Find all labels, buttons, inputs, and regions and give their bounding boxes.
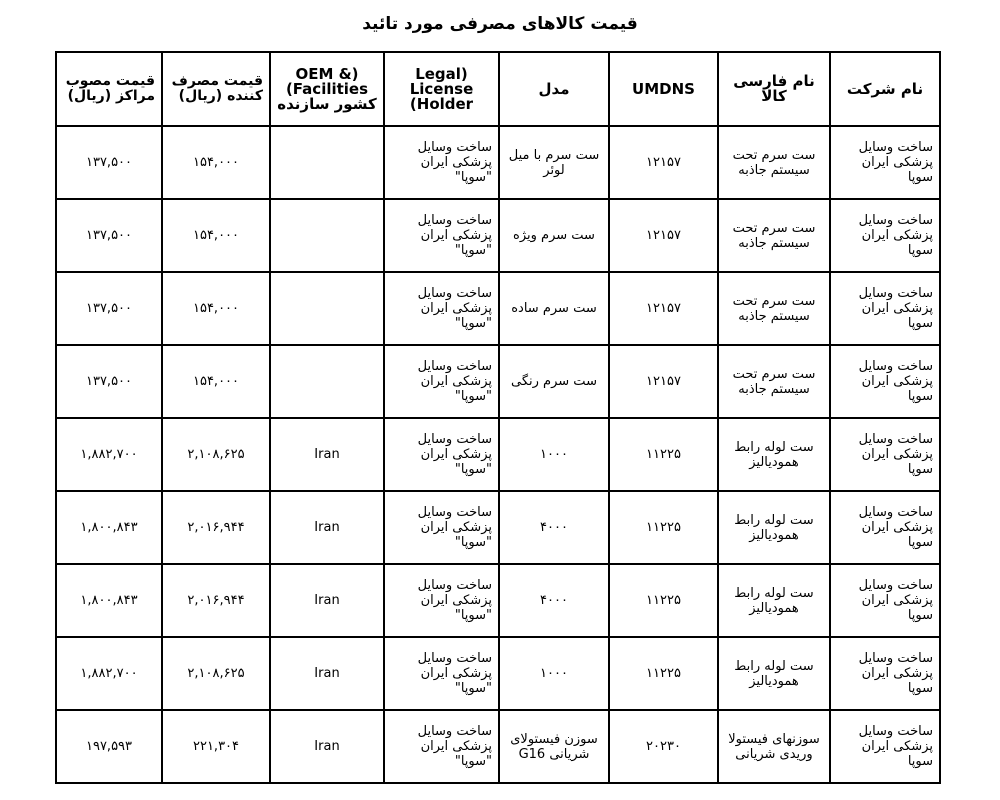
header-consumer-price: قیمت مصرف کننده (ریال) [162,52,270,126]
cell-persian-name: ست سرم تحت سیستم جاذبه [718,199,830,272]
table-row [56,126,940,199]
cell-license-holder: ساخت وسایل پزشکی ایران "سوپا" [384,564,499,637]
header-umdns: UMDNS [609,52,718,126]
cell-model: ست سرم با میل لوئر [499,126,609,199]
cell-company: ساخت وسایل پزشکی ایران سوپا [830,272,940,345]
header-approved-price: قیمت مصوب مراکز (ریال) [56,52,162,126]
table-row [56,345,940,418]
cell-model: ۱۰۰۰ [499,637,609,710]
cell-license-holder: ساخت وسایل پزشکی ایران "سوپا" [384,418,499,491]
cell-approved-price: ۱,۸۸۲,۷۰۰ [56,637,162,710]
cell-persian-name: ست سرم تحت سیستم جاذبه [718,345,830,418]
cell-license-holder: ساخت وسایل پزشکی ایران "سوپا" [384,491,499,564]
cell-persian-name: سوزنهای فیستولا وریدی شریانی [718,710,830,783]
cell-model: ۱۰۰۰ [499,418,609,491]
page-title: قیمت کالاهای مصرفی مورد تائید [362,14,638,34]
cell-model: ست سرم ساده [499,272,609,345]
cell-oem: Iran [270,564,384,637]
cell-oem [270,272,384,345]
cell-umdns: ۲۰۲۳۰ [609,710,718,783]
cell-oem: Iran [270,637,384,710]
header-model: مدل [499,52,609,126]
cell-oem [270,126,384,199]
cell-oem: Iran [270,710,384,783]
cell-consumer-price: ۲,۰۱۶,۹۴۴ [162,564,270,637]
cell-approved-price: ۱۳۷,۵۰۰ [56,199,162,272]
cell-license-holder: ساخت وسایل پزشکی ایران "سوپا" [384,126,499,199]
cell-company: ساخت وسایل پزشکی ایران سوپا [830,637,940,710]
cell-approved-price: ۱۳۷,۵۰۰ [56,126,162,199]
cell-oem: Iran [270,491,384,564]
cell-license-holder: ساخت وسایل پزشکی ایران "سوپا" [384,710,499,783]
cell-license-holder: ساخت وسایل پزشکی ایران "سوپا" [384,637,499,710]
cell-consumer-price: ۲,۱۰۸,۶۲۵ [162,418,270,491]
table-body [56,126,940,783]
cell-model: ۴۰۰۰ [499,491,609,564]
cell-approved-price: ۱۳۷,۵۰۰ [56,272,162,345]
header-oem: OEM &) (Facilities کشور سازنده [270,52,384,126]
cell-approved-price: ۱۳۷,۵۰۰ [56,345,162,418]
cell-persian-name: ست لوله رابط همودیالیز [718,637,830,710]
cell-company: ساخت وسایل پزشکی ایران سوپا [830,418,940,491]
cell-consumer-price: ۱۵۴,۰۰۰ [162,345,270,418]
cell-umdns: ۱۱۲۲۵ [609,418,718,491]
cell-persian-name: ست لوله رابط همودیالیز [718,418,830,491]
cell-persian-name: ست لوله رابط همودیالیز [718,564,830,637]
cell-persian-name: ست سرم تحت سیستم جاذبه [718,272,830,345]
cell-model: ۴۰۰۰ [499,564,609,637]
price-table [55,51,941,784]
table-row [56,710,940,783]
header-persian-name: نام فارسی کالا [718,52,830,126]
cell-consumer-price: ۲,۰۱۶,۹۴۴ [162,491,270,564]
cell-company: ساخت وسایل پزشکی ایران سوپا [830,199,940,272]
cell-approved-price: ۱,۸۰۰,۸۴۳ [56,564,162,637]
cell-consumer-price: ۱۵۴,۰۰۰ [162,126,270,199]
header-company: نام شرکت [830,52,940,126]
price-table-container [55,51,939,784]
cell-license-holder: ساخت وسایل پزشکی ایران "سوپا" [384,199,499,272]
cell-persian-name: ست سرم تحت سیستم جاذبه [718,126,830,199]
cell-oem [270,345,384,418]
cell-approved-price: ۱,۸۸۲,۷۰۰ [56,418,162,491]
cell-consumer-price: ۲۲۱,۳۰۴ [162,710,270,783]
table-header-row [56,52,940,126]
cell-consumer-price: ۱۵۴,۰۰۰ [162,199,270,272]
cell-company: ساخت وسایل پزشکی ایران سوپا [830,345,940,418]
table-row [56,199,940,272]
cell-oem [270,199,384,272]
table-row [56,491,940,564]
cell-model: ست سرم ویژه [499,199,609,272]
cell-license-holder: ساخت وسایل پزشکی ایران "سوپا" [384,272,499,345]
cell-approved-price: ۱,۸۰۰,۸۴۳ [56,491,162,564]
cell-company: ساخت وسایل پزشکی ایران سوپا [830,491,940,564]
cell-umdns: ۱۲۱۵۷ [609,126,718,199]
cell-umdns: ۱۱۲۲۵ [609,491,718,564]
cell-umdns: ۱۲۱۵۷ [609,199,718,272]
cell-umdns: ۱۲۱۵۷ [609,272,718,345]
cell-persian-name: ست لوله رابط همودیالیز [718,491,830,564]
header-license-holder: Legal) License (Holder [384,52,499,126]
cell-consumer-price: ۲,۱۰۸,۶۲۵ [162,637,270,710]
table-row [56,637,940,710]
cell-umdns: ۱۲۱۵۷ [609,345,718,418]
cell-company: ساخت وسایل پزشکی ایران سوپا [830,126,940,199]
cell-consumer-price: ۱۵۴,۰۰۰ [162,272,270,345]
cell-company: ساخت وسایل پزشکی ایران سوپا [830,710,940,783]
cell-approved-price: ۱۹۷,۵۹۳ [56,710,162,783]
cell-umdns: ۱۱۲۲۵ [609,564,718,637]
cell-company: ساخت وسایل پزشکی ایران سوپا [830,564,940,637]
table-row [56,272,940,345]
cell-umdns: ۱۱۲۲۵ [609,637,718,710]
cell-model: سوزن فیستولای شریانی G16 [499,710,609,783]
table-row [56,564,940,637]
cell-oem: Iran [270,418,384,491]
cell-license-holder: ساخت وسایل پزشکی ایران "سوپا" [384,345,499,418]
table-row [56,418,940,491]
cell-model: ست سرم رنگی [499,345,609,418]
